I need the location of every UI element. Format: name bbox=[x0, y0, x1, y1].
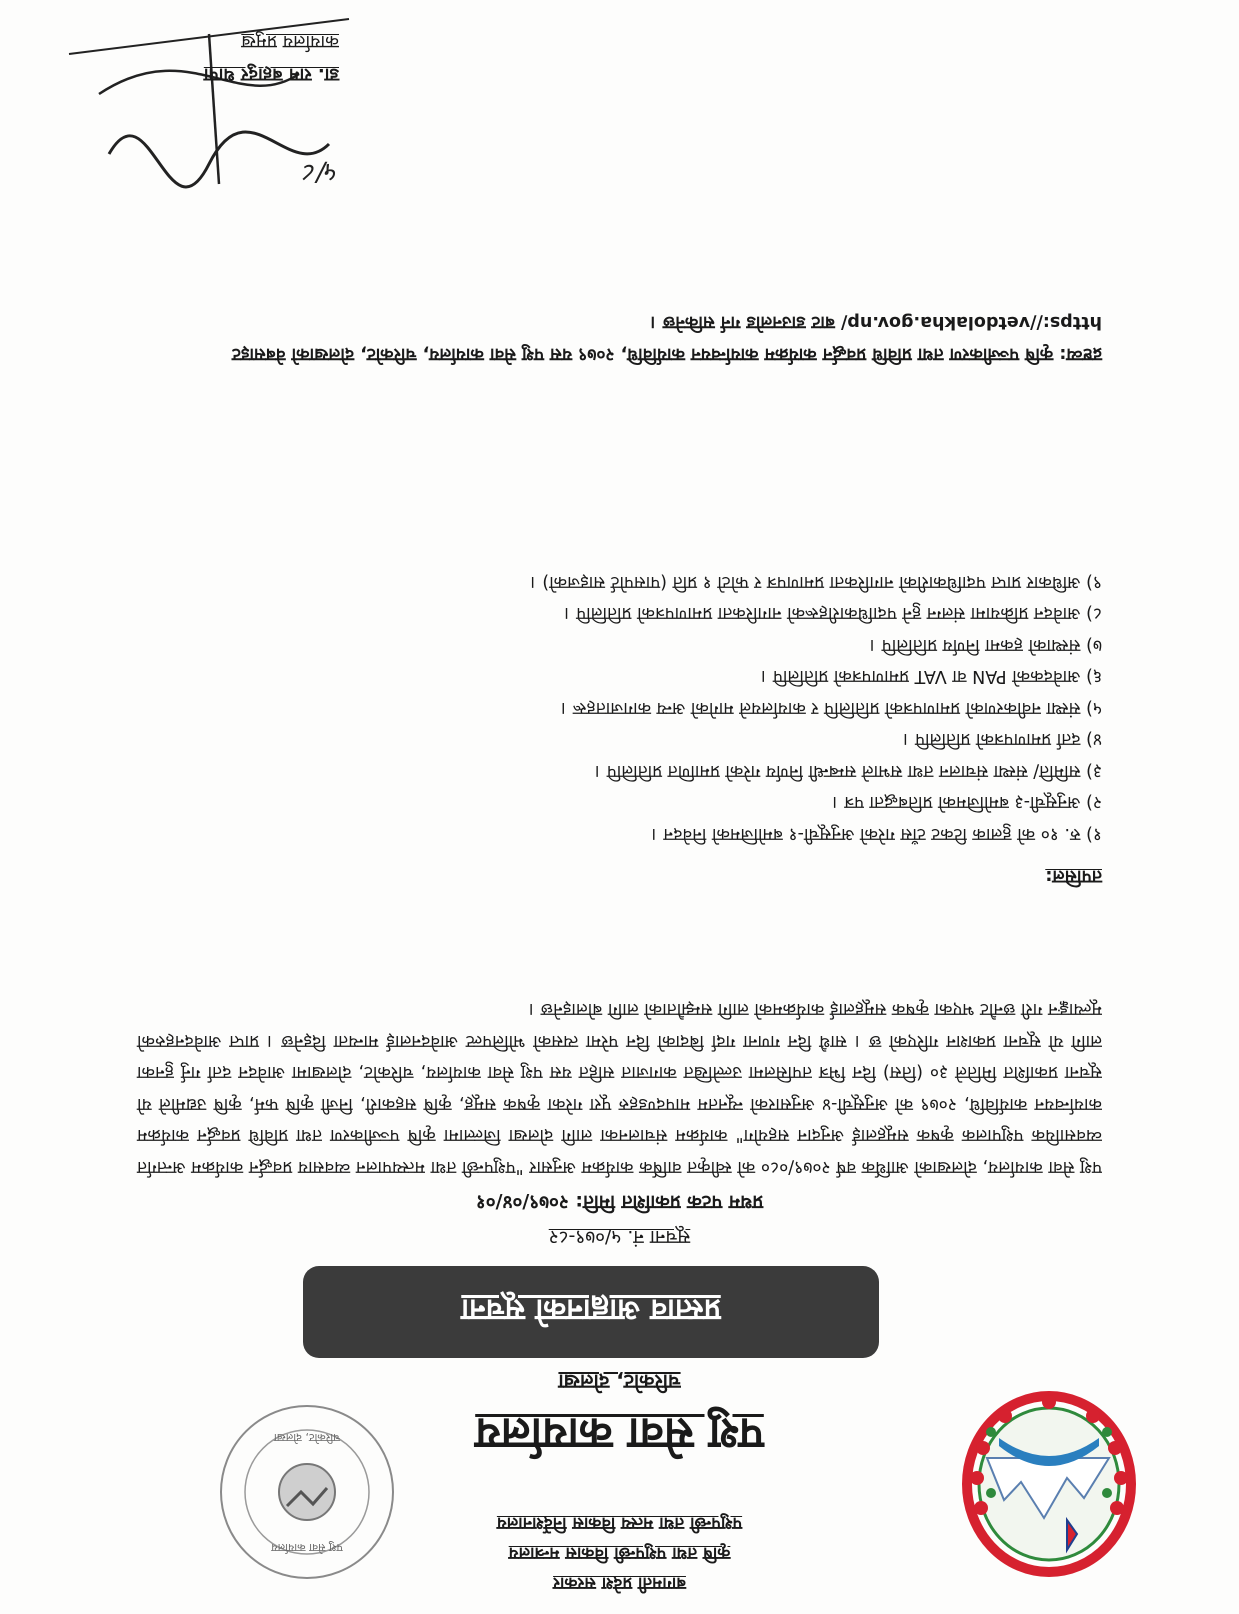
note-paragraph: द्रष्टव्य: कृषि पञ्जीकरण तथा प्रविधि प्रवर्द्धन कार्यक्रम कार्यान्वयन कार्यविधि, २०७९ यस पशु सेवा कार्यालय, चरिकोट, दोलखाको वेबसाइट https://vetdolakha.gov.np/ बाट डाउनलोड गर्न सकिनेछ । bbox=[232, 312, 1102, 364]
publish-date: प्रथम पटक प्रकाशित मिति: २०७९/०४/०१ bbox=[475, 1191, 764, 1213]
enclosure-item: ४) दर्ता प्रमाणपत्रको प्रतिलिपि । bbox=[902, 729, 1102, 750]
enclosure-item: ३) समिति/ संस्था संचालन तथा सभाले सम्बन्धी निर्णय गरेको प्रमाणित प्रतिलिपि । bbox=[594, 761, 1102, 781]
signatory-name: डा. राम बहादुर थापा bbox=[203, 64, 339, 85]
enclosure-item: ६) आवेदकको PAN वा VAT प्रमाणपत्रको प्रतिलिपि । bbox=[760, 666, 1102, 687]
header-ministry: कृषि तथा पशुपन्छी विकास मन्त्रालय bbox=[508, 1543, 731, 1563]
enclosure-item: १) रु. १० को हुलाक टिकट टाँस गरेको अनुसूची-१ बमोजिमको निवेदन । bbox=[651, 824, 1102, 844]
header-province-government: बागमती प्रदेश सरकार bbox=[553, 1573, 686, 1593]
enclosures-heading: तपसिल: bbox=[1045, 866, 1102, 887]
svg-text:५/८: ५/८ bbox=[303, 157, 339, 187]
signatory-role: कार्यालय प्रमुख bbox=[241, 31, 339, 52]
notice-title-banner bbox=[303, 1266, 879, 1358]
svg-text:पशु सेवा कार्यालय: पशु सेवा कार्यालय bbox=[271, 1541, 343, 1554]
office-address: चरिकोट, दोलखा bbox=[558, 1370, 681, 1394]
header-directorate: पशुपन्छी तथा मत्स्य विकास निर्देशनालय bbox=[496, 1513, 743, 1533]
enclosure-item: ९) अधिकार प्राप्त पदाधिकारीको नागरिकता प्रमाणपत्र र फोटो १ प्रति (पासपोर्ट साइजको) । bbox=[530, 572, 1102, 592]
office-title: पशु सेवा कार्यालय bbox=[475, 1408, 764, 1459]
enclosures-list bbox=[137, 566, 1102, 850]
enclosure-item: ८) आवेदन प्रक्रियामा संलग्न हुने पदाधिकारीहरूको नागरिकता प्रमाणपत्रको प्रतिलिपि । bbox=[563, 603, 1102, 624]
enclosure-item: ५) संस्था नवीकरणको प्रमाणपत्रको प्रतिलिपि र कार्यालयले मागेको अन्य कागजातहरू । bbox=[560, 698, 1102, 718]
notice-body-paragraph: पशु सेवा कार्यालय, दोलखाको आर्थिक वर्ष २०७९/०८० को स्वीकृत वार्षिक कार्यक्रम अनुसार "पशुपन्छी तथा मत्स्यपालन व्यवसाय प्रवर्द्धन कार्यक्रम अन्तर्गत व्यवसायिक पशुपालक कृषक समूहलाई अनुदान सहयोग" कार्यक्रम संचालनका लागि दोलखा जिल्लामा कृषि पञ्जीकरण तथा प्रविधि प्रवर्द्धन कार्यक्रम कार्यान्वयन कार्यविधि, २०७९ को अनुसूची-४ अनुसारको न्यूनतम मापदण्डहरु पूरा गरेका कृषक समूह, कृषि सहकारी, निजी कृषि फर्म, कृषि उद्यमीले यो सूचना प्रकाशित मितिले ३० (तिस) दिन भित्र तपसिलमा उल्लेखित कागजात सहित यस पशु सेवा कार्यालय, चरिकोट, दोलखामा आवेदन दर्ता गर्नु हुनका लागि यो सूचना प्रकाशन गरिएको छ । साथै दिन गणना गर्दा बिदाको दिन परेमा त्यसको भोलिपल्ट आवेदनलाई मान्यता दिइनेछ । प्राप्त आवेदनहरुको मूल्याङ्कन गरी छनौट भएका कृषक समूहलाई कार्यक्रमको लागि सम्झौताको लागि बोलाइनेछ । bbox=[137, 999, 1102, 1177]
svg-text:चरिकोट, दोलखा: चरिकोट, दोलखा bbox=[273, 1431, 341, 1444]
notice-title: प्रस्ताव आह्वानको सूचना bbox=[461, 1292, 721, 1328]
enclosure-item: २) अनुसूची-३ बमोजिमको प्रतिबद्धता पत्र । bbox=[832, 792, 1102, 813]
notice-number: सूचना नं. ५/०७९-८२ bbox=[548, 1226, 691, 1248]
enclosure-item: ७) संस्थाको हकमा निर्णय प्रतिलिपि । bbox=[869, 635, 1102, 655]
